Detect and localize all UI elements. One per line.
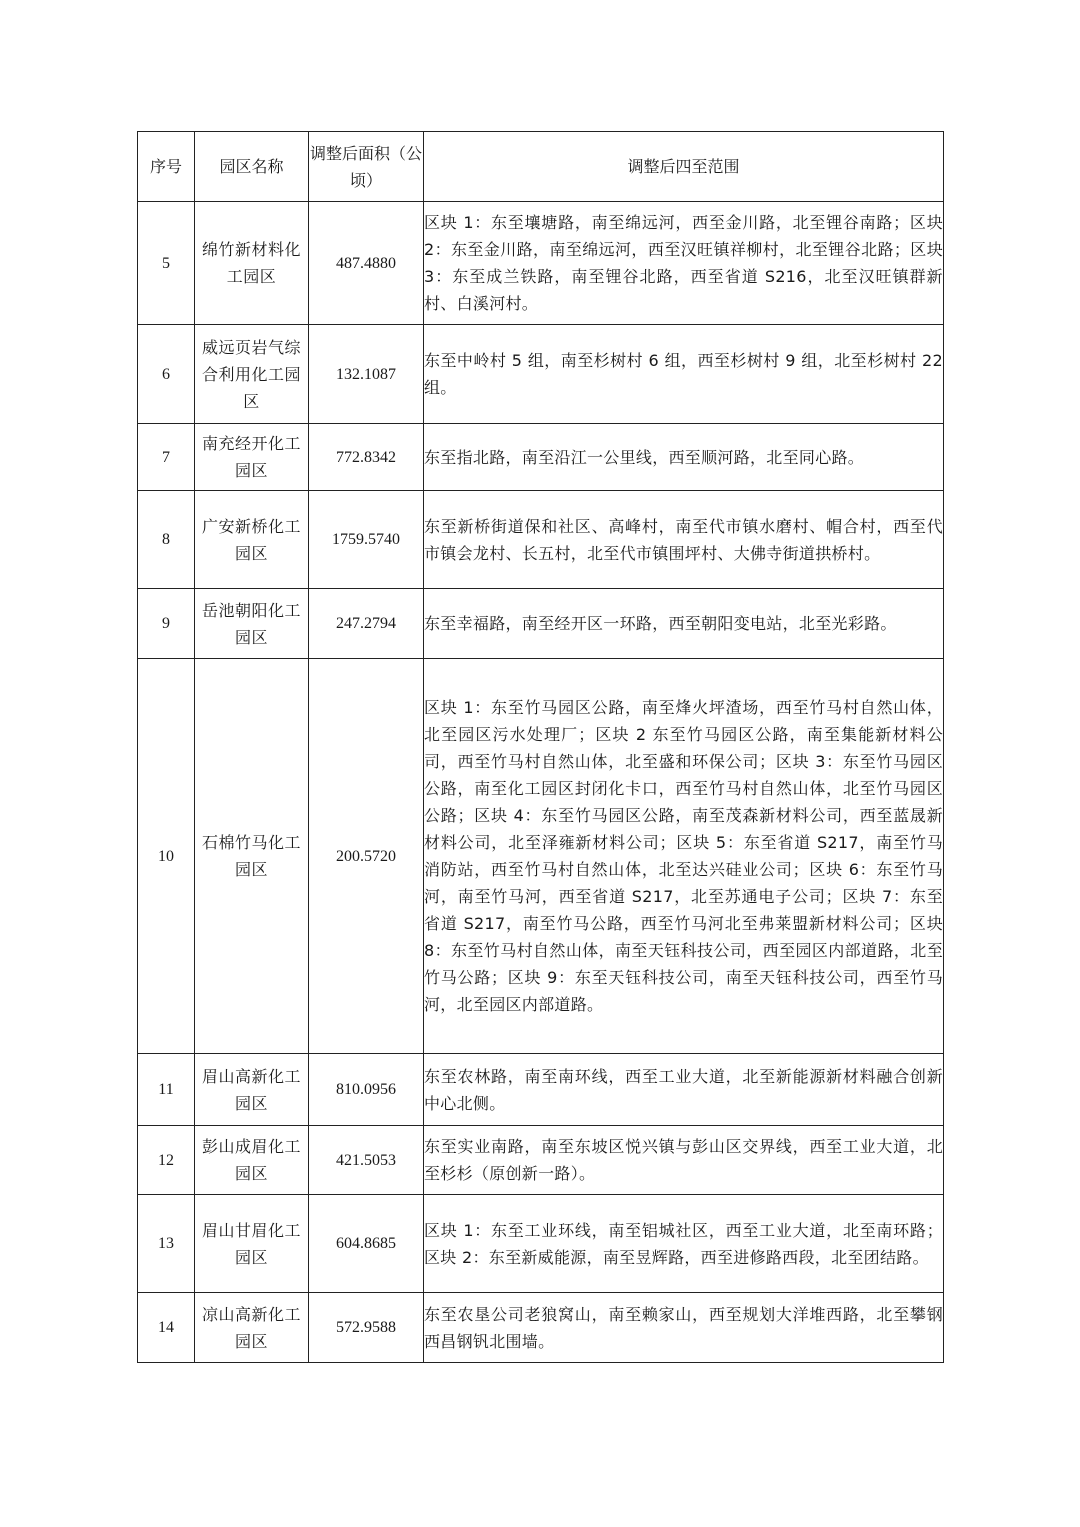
row-serial-number: 7 [138, 424, 195, 491]
row-area: 421.5053 [309, 1126, 424, 1195]
row-area: 1759.5740 [309, 491, 424, 589]
row-park-name: 眉山甘眉化工园区 [195, 1195, 309, 1293]
row-park-name: 彭山成眉化工园区 [195, 1126, 309, 1195]
table-row [138, 589, 944, 659]
table-header-row [138, 132, 944, 202]
row-serial-number: 8 [138, 491, 195, 589]
row-serial-number: 5 [138, 202, 195, 325]
row-park-name: 绵竹新材料化工园区 [195, 202, 309, 325]
row-park-name: 凉山高新化工园区 [195, 1293, 309, 1363]
row-park-name: 威远页岩气综合利用化工园区 [195, 325, 309, 424]
header-adjusted-area: 调整后面积（公顷） [309, 132, 424, 202]
row-area: 247.2794 [309, 589, 424, 659]
row-park-name: 南充经开化工园区 [195, 424, 309, 491]
row-area: 604.8685 [309, 1195, 424, 1293]
table-row [138, 1054, 944, 1126]
row-boundary: 东至幸福路，南至经开区一环路，西至朝阳变电站，北至光彩路。 [424, 589, 944, 659]
row-boundary: 区块 1：东至工业环线，南至铝城社区，西至工业大道，北至南环路；区块 2：东至新威能源，南至昱辉路，西至进修路西段，北至团结路。 [424, 1195, 944, 1293]
row-area: 487.4880 [309, 202, 424, 325]
row-area: 200.5720 [309, 659, 424, 1054]
table-row [138, 1195, 944, 1293]
row-area: 772.8342 [309, 424, 424, 491]
row-serial-number: 9 [138, 589, 195, 659]
row-park-name: 眉山高新化工园区 [195, 1054, 309, 1126]
table-row [138, 491, 944, 589]
row-boundary: 东至新桥街道保和社区、高峰村，南至代市镇水磨村、帽合村，西至代市镇会龙村、长五村，北至代市镇围坪村、大佛寺街道拱桥村。 [424, 491, 944, 589]
row-boundary: 东至农林路，南至南环线，西至工业大道，北至新能源新材料融合创新中心北侧。 [424, 1054, 944, 1126]
row-boundary: 东至指北路，南至沿江一公里线，西至顺河路，北至同心路。 [424, 424, 944, 491]
row-boundary: 东至农垦公司老狼窝山，南至赖家山，西至规划大洋堆西路，北至攀钢西昌钢钒北围墙。 [424, 1293, 944, 1363]
chemical-park-table [137, 131, 944, 1363]
table-row [138, 325, 944, 424]
row-boundary: 东至中岭村 5 组，南至杉树村 6 组，西至杉树村 9 组，北至杉树村 22 组。 [424, 325, 944, 424]
table-row [138, 1293, 944, 1363]
row-park-name: 岳池朝阳化工园区 [195, 589, 309, 659]
row-serial-number: 11 [138, 1054, 195, 1126]
table-row [138, 424, 944, 491]
header-park-name: 园区名称 [195, 132, 309, 202]
row-serial-number: 14 [138, 1293, 195, 1363]
row-boundary: 区块 1：东至壤塘路，南至绵远河，西至金川路，北至锂谷南路；区块 2：东至金川路，南至绵远河，西至汉旺镇祥柳村，北至锂谷北路；区块 3：东至成兰铁路，南至锂谷北路，西至省道 S216，北至汉旺镇群新村、白溪河村。 [424, 202, 944, 325]
table-row [138, 1126, 944, 1195]
row-park-name: 广安新桥化工园区 [195, 491, 309, 589]
header-adjusted-boundary: 调整后四至范围 [424, 132, 944, 202]
row-serial-number: 13 [138, 1195, 195, 1293]
row-boundary: 区块 1：东至竹马园区公路，南至烽火坪渣场，西至竹马村自然山体，北至园区污水处理厂；区块 2 东至竹马园区公路，南至集能新材料公司，西至竹马村自然山体，北至盛和环保公司；区块 3：东至竹马园区公路，南至化工园区封闭化卡口，西至竹马村自然山体，北至竹马园区公路；区块 4：东至竹马园区公路，南至茂森新材料公司，西至蓝晟新材料公司，北至泽雍新材料公司；区块 5：东至省道 S217，南至竹马消防站，西至竹马村自然山体，北至达兴硅业公司；区块 6：东至竹马河，南至竹马河，西至省道 S217，北至苏通电子公司；区块 7：东至省道 S217，南至竹马公路，西至竹马河北至弗莱盟新材料公司；区块 8：东至竹马村自然山体，南至天钰科技公司，西至园区内部道路，北至竹马公路；区块 9：东至天钰科技公司，南至天钰科技公司，西至竹马河，北至园区内部道路。 [424, 659, 944, 1054]
row-area: 132.1087 [309, 325, 424, 424]
row-park-name: 石棉竹马化工园区 [195, 659, 309, 1054]
row-area: 572.9588 [309, 1293, 424, 1363]
table-row [138, 659, 944, 1054]
row-boundary: 东至实业南路，南至东坡区悦兴镇与彭山区交界线，西至工业大道，北至杉杉（原创新一路）。 [424, 1126, 944, 1195]
row-serial-number: 10 [138, 659, 195, 1054]
table-row [138, 202, 944, 325]
row-area: 810.0956 [309, 1054, 424, 1126]
row-serial-number: 6 [138, 325, 195, 424]
row-serial-number: 12 [138, 1126, 195, 1195]
header-serial-number: 序号 [138, 132, 195, 202]
